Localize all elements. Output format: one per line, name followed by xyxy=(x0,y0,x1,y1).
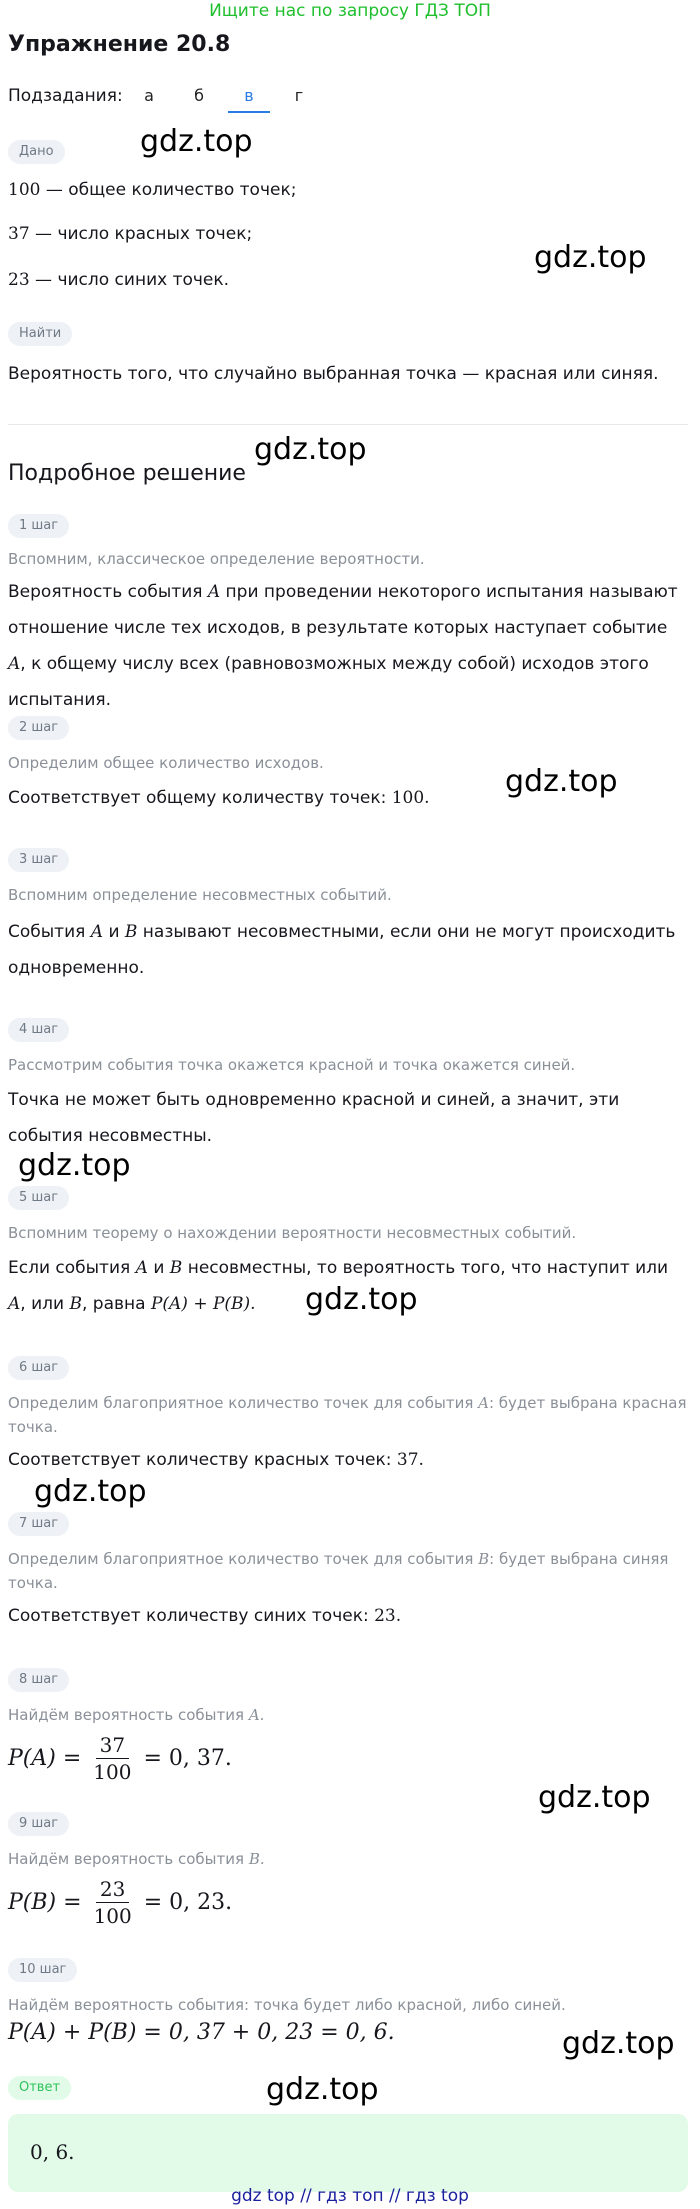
step-10-formula: P(A) + P(B) = 0, 37 + 0, 23 = 0, 6. xyxy=(8,2020,395,2045)
subtasks-label: Подзадания: xyxy=(8,86,123,106)
step-9-chip: 9 шаг xyxy=(8,1812,69,1836)
step-1-hint: Вспомним, классическое определение вероятности. xyxy=(8,550,425,568)
step-6-chip: 6 шаг xyxy=(8,1356,69,1380)
step-7-hint: Определим благоприятное количество точек для события B: будет выбрана синяя xyxy=(8,1550,669,1568)
watermark-logo: gdz.top xyxy=(140,124,253,159)
tab-v[interactable]: в xyxy=(228,86,270,113)
watermark-logo: gdz.top xyxy=(254,432,367,467)
answer-chip: Ответ xyxy=(8,2076,71,2100)
step-1-text: Вероятность события A при проведении некоторого испытания называют отношение числе тех исходов, в результате которых наступает событие A, к общему числу всех (равновозможных между собой) исходов этого испытания. xyxy=(8,582,678,710)
find-text: Вероятность того, что случайно выбранная точка — красная или синяя. xyxy=(8,364,659,384)
step-10-hint: Найдём вероятность события: точка будет либо красной, либо синей. xyxy=(8,1996,566,2014)
watermark-logo: gdz.top xyxy=(538,1780,651,1815)
given-chip: Дано xyxy=(8,140,65,164)
step-8-hint: Найдём вероятность события A. xyxy=(8,1706,265,1724)
step-2-text: Соответствует общему количеству точек: 100. xyxy=(8,788,430,808)
section-divider xyxy=(8,424,688,425)
given-line-total: 100 — общее количество точек; xyxy=(8,180,297,200)
top-banner-link[interactable]: Ищите нас по запросу ГДЗ ТОП xyxy=(209,1,491,21)
step-7-text: Соответствует количеству синих точек: 23. xyxy=(8,1606,402,1626)
solution-title: Подробное решение xyxy=(8,461,246,486)
step-5-chip: 5 шаг xyxy=(8,1186,69,1210)
answer-value: 0, 6. xyxy=(30,2140,75,2164)
step-4-chip: 4 шаг xyxy=(8,1018,69,1042)
step-10-chip: 10 шаг xyxy=(8,1958,77,1982)
step-9-formula: P(B) = $\frac{23}{100}$ = 0, 23. xyxy=(8,1877,233,1928)
step-7-hint-cont: точка. xyxy=(8,1574,58,1592)
step-3-hint: Вспомним определение несовместных событий. xyxy=(8,886,392,904)
tab-b[interactable]: б xyxy=(194,86,204,105)
step-5-hint: Вспомним теорему о нахождении вероятности несовместных событий. xyxy=(8,1224,577,1242)
step-6-hint-cont: точка. xyxy=(8,1418,58,1436)
given-line-red: 37 — число красных точек; xyxy=(8,224,253,244)
step-1-chip: 1 шаг xyxy=(8,514,69,538)
watermark-logo: gdz.top xyxy=(534,240,647,275)
step-7-chip: 7 шаг xyxy=(8,1512,69,1536)
step-8-formula: P(A) = $\frac{37}{100}$ = 0, 37. xyxy=(8,1733,232,1784)
tab-a[interactable]: а xyxy=(144,86,154,105)
step-9-hint: Найдём вероятность события B. xyxy=(8,1850,265,1868)
watermark-logo: gdz.top xyxy=(18,1148,131,1183)
watermark-logo: gdz.top xyxy=(34,1474,147,1509)
step-4-hint: Рассмотрим события точка окажется красной и точка окажется синей. xyxy=(8,1056,576,1074)
step-5-text: Если события A и B несовместны, то вероятность того, что наступит или A, или B, равна P(A) + P(B). xyxy=(8,1258,669,1314)
watermark-logo: gdz.top xyxy=(562,2026,675,2061)
step-4-text: Точка не может быть одновременно красной и синей, а значит, эти события несовместны. xyxy=(8,1090,620,1146)
step-3-text: События A и B называют несовместными, если они не могут происходить одновременно. xyxy=(8,922,676,978)
tab-g[interactable]: г xyxy=(294,86,304,105)
footer-links[interactable]: gdz top // гдз топ // гдз top xyxy=(231,2186,469,2206)
page-title: Упражнение 20.8 xyxy=(8,32,231,57)
watermark-logo: gdz.top xyxy=(305,1282,418,1317)
given-line-blue: 23 — число синих точек. xyxy=(8,270,230,290)
find-chip: Найти xyxy=(8,322,72,346)
step-3-chip: 3 шаг xyxy=(8,848,69,872)
step-6-hint: Определим благоприятное количество точек для события A: будет выбрана красная xyxy=(8,1394,687,1412)
step-8-chip: 8 шаг xyxy=(8,1668,69,1692)
watermark-logo: gdz.top xyxy=(505,764,618,799)
step-6-text: Соответствует количеству красных точек: 37. xyxy=(8,1450,424,1470)
answer-box xyxy=(8,2114,688,2192)
step-2-chip: 2 шаг xyxy=(8,716,69,740)
step-2-hint: Определим общее количество исходов. xyxy=(8,754,324,772)
watermark-logo: gdz.top xyxy=(266,2072,379,2107)
